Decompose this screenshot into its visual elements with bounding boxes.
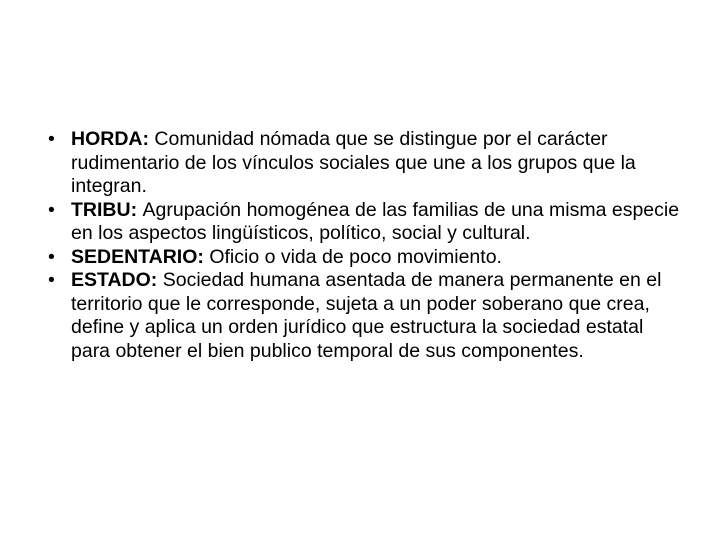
bullet-icon: • xyxy=(48,198,55,221)
list-item-horda xyxy=(48,128,684,199)
definition-list xyxy=(48,128,684,363)
bullet-icon: • xyxy=(48,245,55,268)
term-label: TRIBU: xyxy=(71,198,143,221)
term-definition: Agrupación homogénea de las familias de una misma especie en los aspectos lingüísticos, político, social y cultural. xyxy=(71,198,680,244)
bullet-icon: • xyxy=(48,128,55,150)
term-label: ESTADO: xyxy=(71,269,163,291)
list-item-estado xyxy=(48,269,684,363)
term-definition: Comunidad nómada que se distingue por el carácter rudimentario de los vínculos sociales que une a los grupos que la integran. xyxy=(71,128,636,197)
term-definition: Sociedad humana asentada de manera permanente en el territorio que le corresponde, sujeta a un poder soberano que crea, define y aplica un orden jurídico que estructura la sociedad estatal para obtener el bien publico temporal de sus componentes. xyxy=(71,269,662,362)
term-label: HORDA: xyxy=(71,128,155,150)
term-label: SEDENTARIO: xyxy=(71,245,210,268)
bullet-icon: • xyxy=(48,269,55,291)
list-item-sedentario xyxy=(48,246,684,270)
term-definition: Oficio o vida de poco movimiento. xyxy=(209,245,502,268)
list-item-tribu xyxy=(48,199,684,246)
